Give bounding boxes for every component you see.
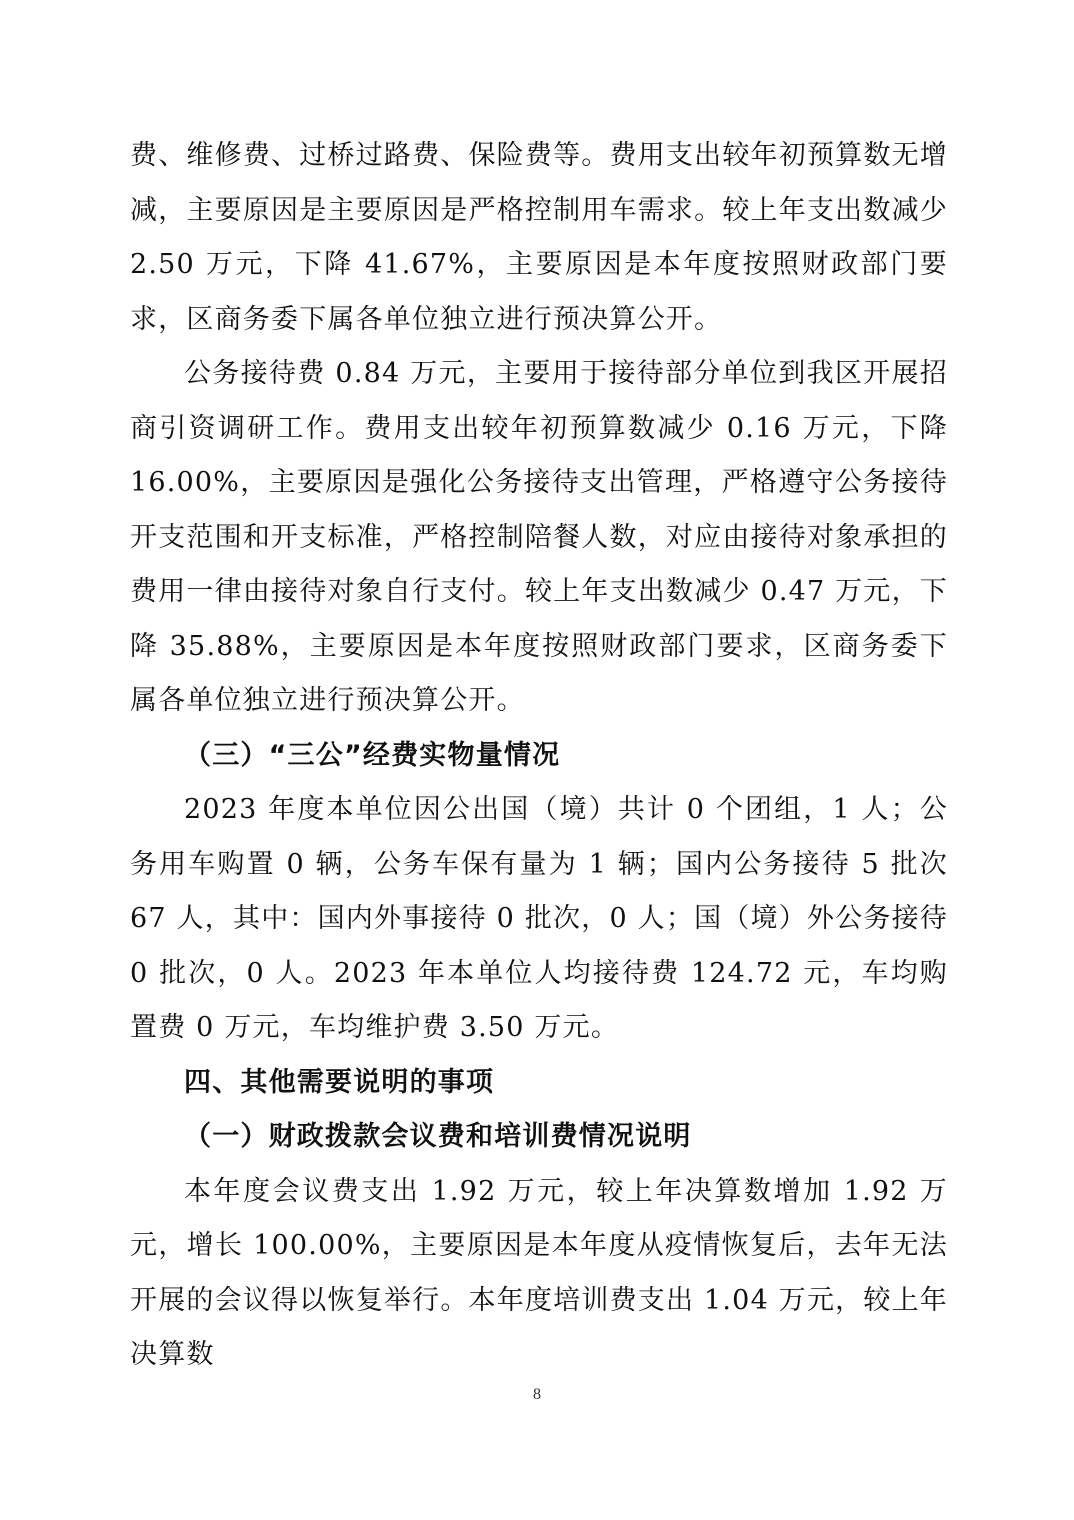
paragraph-meeting-training: 本年度会议费支出 1.92 万元，较上年决算数增加 1.92 万元，增长 100.00%，主要原因是本年度从疫情恢复后，去年无法开展的会议得以恢复举行。本年度培训费支出 1.04 万元，较上年决算数 [130, 1175, 948, 1370]
section-heading-other-matters: 四、其他需要说明的事项 [184, 1066, 495, 1098]
paragraph-reception-costs: 公务接待费 0.84 万元，主要用于接待部分单位到我区开展招商引资调研工作。费用支出较年初预算数减少 0.16 万元，下降 16.00%，主要原因是强化公务接待支出管理，严格遵守公务接待开支范围和开支标准，严格控制陪餐人数，对应由接待对象承担的费用一律由接待对象自行支付。较上年支出数减少 0.47 万元，下降 35.88%，主要原因是本年度按照财政部门要求，区商务委下属各单位独立进行预决算公开。 [130, 358, 948, 716]
document-body [130, 129, 948, 1383]
section-heading-meeting-training: （一）财政拨款会议费和培训费情况说明 [184, 1121, 692, 1152]
section-heading-physical-quantity: （三）“三公”经费实物量情况 [184, 739, 561, 771]
page-number: 8 [533, 1386, 541, 1403]
paragraph-vehicle-costs: 费、维修费、过桥过路费、保险费等。费用支出较年初预算数无增减，主要原因是主要原因是严格控制用车需求。较上年支出数减少 2.50 万元，下降 41.67%，主要原因是本年度按照财政部门要求，区商务委下属各单位独立进行预决算公开。 [130, 140, 948, 335]
paragraph-physical-quantity: 2023 年度本单位因公出国（境）共计 0 个团组，1 人；公务用车购置 0 辆，公务车保有量为 1 辆；国内公务接待 5 批次 67 人，其中：国内外事接待 0 批次，0 人；国（境）外公务接待 0 批次，0 人。2023 年本单位人均接待费 124.72 元，车均购置费 0 万元，车均维护费 3.50 万元。 [130, 794, 948, 1043]
